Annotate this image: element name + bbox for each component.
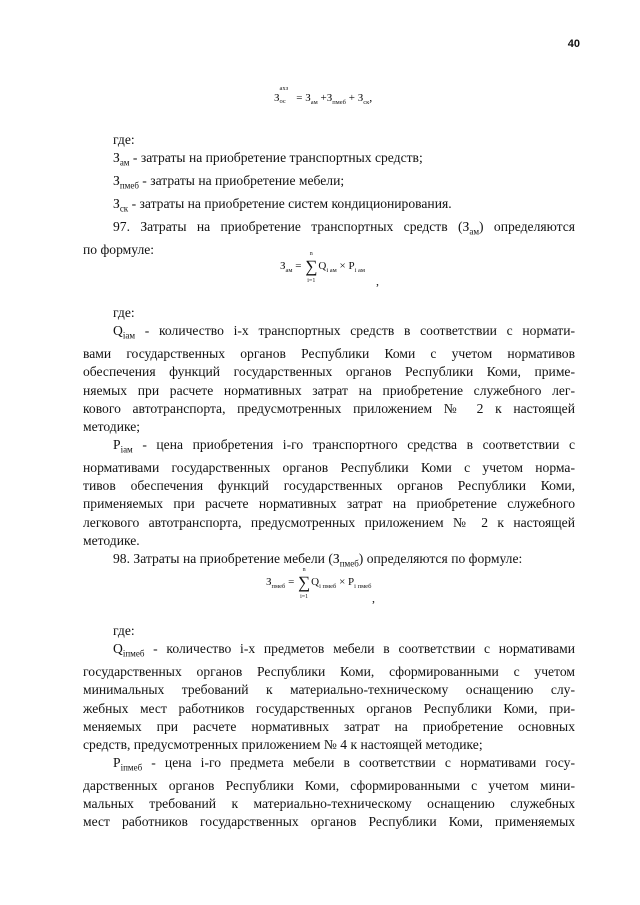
definition-pmeb: $З_{пмеб}$ - затраты на приобретение мебели; <box>113 173 345 191</box>
formula-subscript: ам <box>310 99 318 107</box>
definition-p-pmeb: $P_{iпмеб}$ - цена i-го предмета мебели в соответствии с нормативами госу- дарственных органов Республики Коми, сформированными с учетом мини- мальных требований к материально-техническому оснащению служебных мест работников государственных органов Республики Коми, применяемых <box>83 755 575 830</box>
where-label: где: <box>113 305 135 320</box>
formula-total-costs <box>274 85 373 107</box>
definition-am: $З_{ам}$ - затраты на приобретение транспортных средств; <box>113 150 423 168</box>
paragraph-97-line-1: 97. Затраты на приобретение транспортных средств $(З_{ам})$ определяются <box>113 218 575 237</box>
formula-subscript: ск <box>363 99 370 107</box>
page-number: 40 <box>567 38 580 50</box>
definition-sk: $З_{ск}$ - затраты на приобретение систем кондиционирования. <box>113 196 452 214</box>
sum-symbol: ∑ n i=1 <box>305 251 318 284</box>
where-label: где: <box>113 132 135 147</box>
formula-operator: +З <box>317 92 333 104</box>
paragraph-97-line-2: по формуле: <box>83 241 155 257</box>
definition-q-pmeb: $Q_{iпмеб}$ - количество i-х предметов мебели в соответствии с нормативами государственных органов Республики Коми, сформированными с учетом минимальных требований к материально-техническому оснащению слу- жебных мест работников государственных органов Республики Коми, при- меняемых при расчете нормативных затрат на приобретение основных средств, предусмотренных приложением № 4 к настоящей методике; <box>83 641 575 752</box>
formula-operator: + З <box>346 92 364 104</box>
formula-symbol: З <box>274 92 280 104</box>
formula-vehicle-costs: $З_{ам}$ = ∑ n i=1 $Q_{i ам} \times P_{i ам}$ <box>280 251 366 284</box>
sum-symbol: ∑ n i=1 <box>298 567 311 600</box>
formula-comma: , <box>369 90 373 104</box>
definitions-block-1 <box>83 131 575 259</box>
formula-comma: , <box>372 591 375 605</box>
definitions-block-2 <box>83 304 575 573</box>
formula-furniture-costs: $З_{пмеб}$ = ∑ n i=1 $Q_{i пмеб} \times P_{i пмеб}$ <box>266 567 372 600</box>
formula-comma: , <box>376 274 379 288</box>
definition-q-am: $Q_{iам}$ - количество i-х транспортных средств в соответствии с нормати- вами государственных органов Республики Коми с учетом нормативов обеспечения функций государственных органов Республики Коми, приме- няемых при расчете нормативных затрат на приобретение служебного лег- кового автотранспорта, предусмотренных приложением № 2 к настоящей методике; <box>83 323 575 434</box>
paragraph-98: 98. Затраты на приобретение мебели $(З_{пмеб})$ определяются по формуле: <box>113 551 523 569</box>
where-label: где: <box>113 623 135 638</box>
definitions-block-3 <box>83 622 575 832</box>
formula-subscript: пмеб <box>332 99 346 107</box>
formula-subscript: ос <box>279 98 286 105</box>
formula-operator: = З <box>293 92 311 104</box>
definition-p-am: $P_{iам}$ - цена приобретения i-го транспортного средства в соответствии с нормативами государственных органов Республики Коми с учетом норма- тивов обеспечения функций государственных органов Республики Коми, применяемых при расчете нормативных затрат на приобретение служебного легкового автотранспорта, предусмотренных приложением № 2 к настоящей методике. <box>83 437 575 548</box>
formula-superscript: ахз <box>279 85 289 92</box>
